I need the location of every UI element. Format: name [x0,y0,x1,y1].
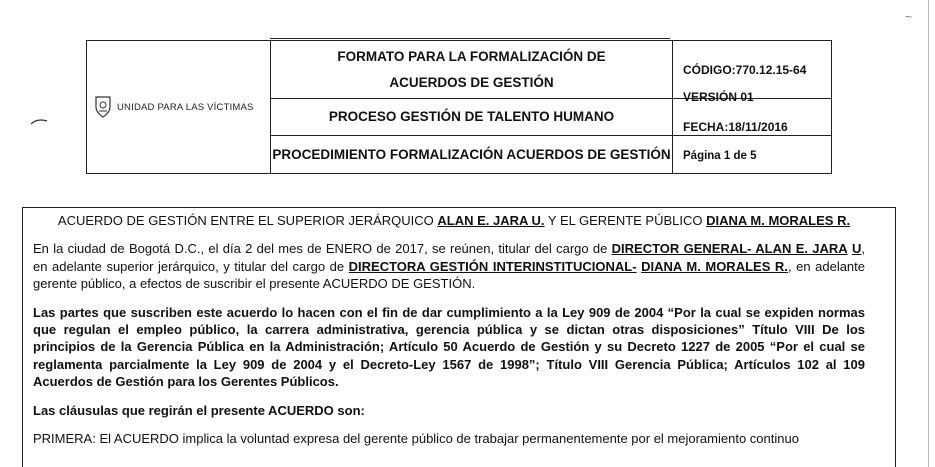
agreement-title-middle: Y EL GERENTE PÚBLICO [544,213,707,228]
procedure-name: PROCEDIMIENTO FORMALIZACIÓN ACUERDOS DE GESTIÓN [272,146,671,162]
process-name: PROCESO GESTIÓN DE TALENTO HUMANO [328,109,615,124]
p1-text-b: , en adelante superior jerárquico, y titular del cargo de [33,241,865,274]
page-number: Página 1 de 5 [683,149,757,162]
legal-line-2: que regulan el empleo público, la carrera administrativa, gerencia pública y se dictan otras disposiciones” Título VIII De los [33,322,865,338]
top-rule [270,38,670,39]
process-cell [271,99,673,136]
superior-name: ALAN E. JARA U. [437,213,545,228]
title-line-2: ACUERDOS DE GESTIÓN [389,74,554,90]
document-version: VERSIÓN 01 [683,90,754,104]
document-code: CÓDIGO:770.12.15-64 [683,62,807,77]
scan-mark-icon [30,118,48,126]
logo-text: UNIDAD PARA LAS VÍCTIMAS [117,101,254,113]
paragraph-first-clause: PRIMERA: El ACUERDO implica la voluntad expresa del gerente público de trabajar permanentemente por el mejoramiento continuo [33,431,799,447]
coat-of-arms-icon [93,94,113,120]
legal-line-1: Las partes que suscriben este acuerdo lo hacen con el fin de dar cumplimiento a la Ley 909 de 2004 “Por la cual se expiden normas [33,304,865,320]
p1-text-c: , en adelante gerente público, a efectos de suscribir el presente ACUERDO DE GESTIÓN. [33,258,866,292]
p1-superior-tail: U [851,241,862,257]
p1-manager-role: DIRECTORA GESTIÓN INTERINSTITUCIONAL- [348,258,637,274]
legal-line-3: principios de la Gerencia Pública en la Administración; Artículo 50 Acuerdo de Gestión y su Decreto 1227 de 2005 “Por el cual se [33,339,865,355]
document-date: FECHA:18/11/2016 [683,120,788,134]
paragraph-legal-basis [33,304,865,391]
agreement-title [43,212,865,229]
procedure-cell [271,136,673,174]
page-cell [673,136,832,174]
logo-cell [87,41,271,174]
paragraph-clauses-intro: Las cláusulas que regirán el presente ACUERDO son: [33,402,365,418]
p1-superior: DIRECTOR GENERAL- ALAN E. JARA [611,241,848,257]
corner-mark: ~ [905,10,913,24]
document-header [86,40,832,174]
manager-name: DIANA M. MORALES R. [706,213,851,228]
p1-text-a: En la ciudad de Bogotá D.C., el día 2 del mes de ENERO de 2017, se reúnen, titular del cargo de [33,241,612,257]
legal-line-4: reglamenta parcialmente la Ley 909 de 2004 y el Decreto-Ley 1567 de 1998”; Título VIII Gerencia Pública; Artículos 102 al 109 [33,356,865,372]
paragraph-parties [33,240,865,292]
legal-line-5: Acuerdos de Gestión para los Gerentes Públicos. [33,374,339,390]
title-line-1: FORMATO PARA LA FORMALIZACIÓN DE [337,48,606,64]
version-date-cell [673,90,832,136]
document-title [271,41,673,99]
p1-manager-name: DIANA M. MORALES R. [641,258,788,274]
agreement-body [33,212,865,458]
scan-edge [928,0,929,467]
agreement-title-prefix: ACUERDO DE GESTIÓN ENTRE EL SUPERIOR JERÁRQUICO [57,213,438,228]
